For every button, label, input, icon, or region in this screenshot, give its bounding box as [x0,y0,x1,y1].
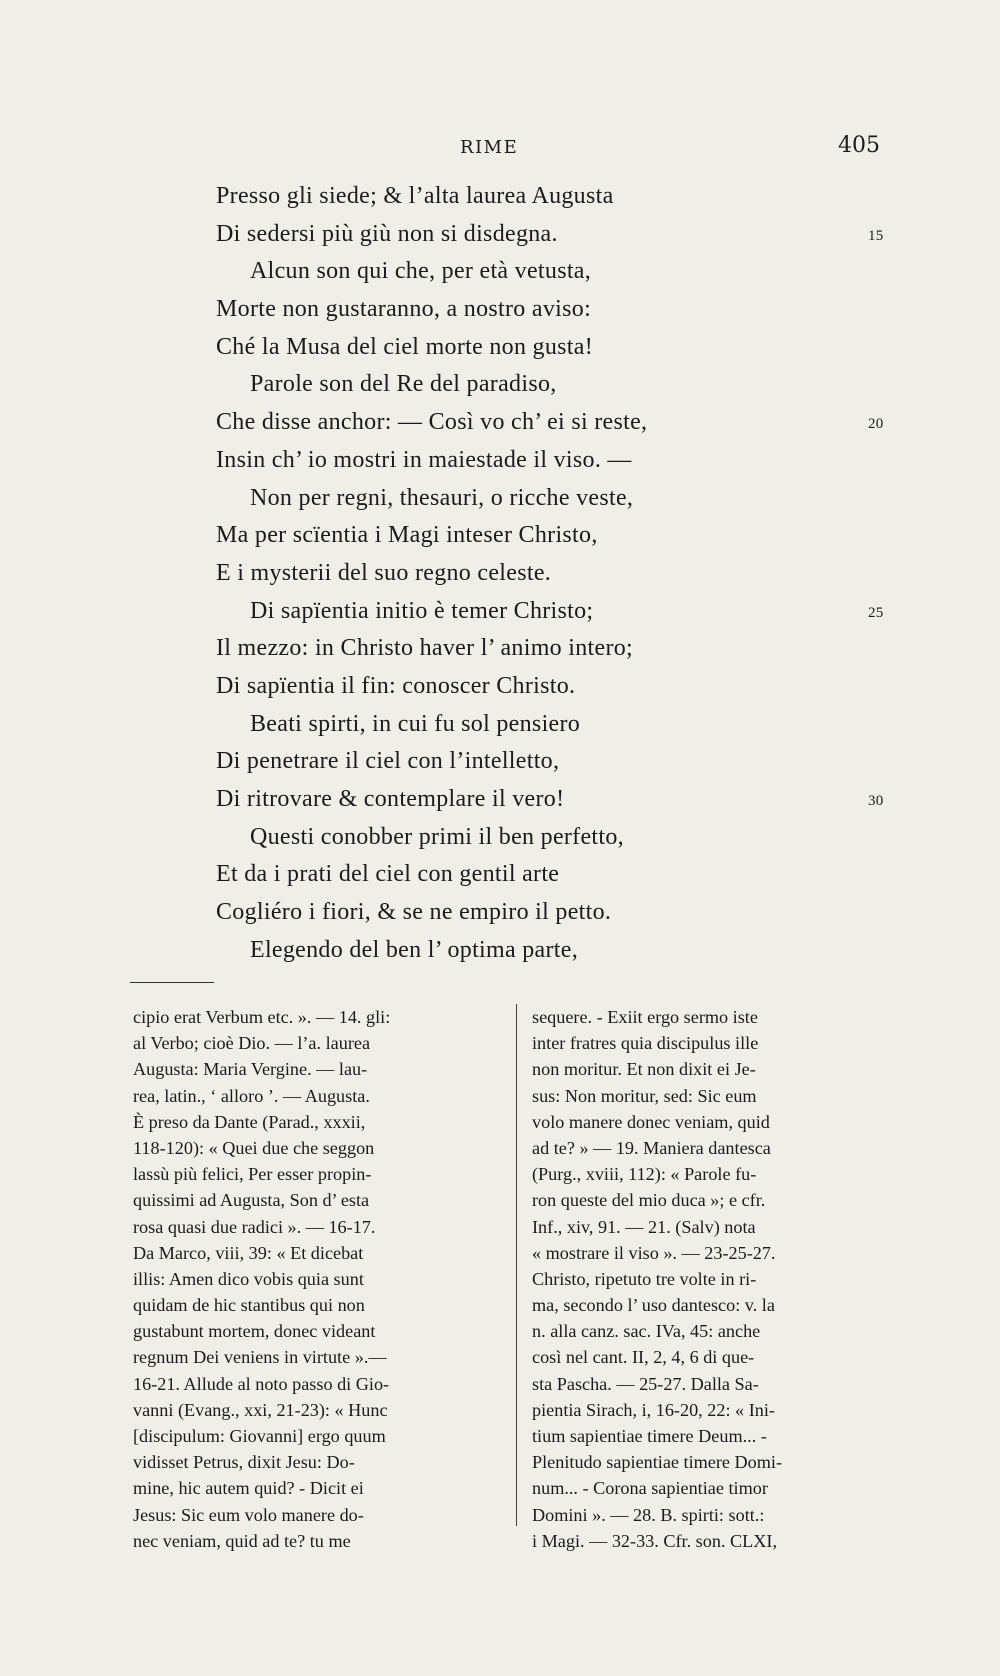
footnote-line: num... - Corona sapientiae timor [532,1478,768,1499]
footnote-line: cipio erat Verbum etc. ». — 14. gli: [133,1007,391,1027]
line-number: 15 [868,227,884,244]
verse-line [0,743,1000,781]
footnote-line: ad te? » — 19. Maniera dantesca [532,1137,771,1158]
footnote-line: È preso da Dante (Parad., xxxii, [133,1111,366,1132]
footnote-line: quissimi ad Augusta, Son d’ esta [133,1190,370,1211]
footnote-rule [130,982,214,983]
verse-line [0,404,1000,442]
verse-text: Et da i prati del ciel con gentil arte [216,861,560,888]
line-number: 30 [868,793,884,809]
footnote-line: rosa quasi due radici ». — 16-17. [133,1216,376,1237]
verse-line [0,706,1000,744]
verse-line [0,593,1000,631]
verse-line [0,932,1000,970]
verse-text: Di penetrare il ciel con l’intelletto, [216,748,560,775]
verse-line [0,442,1000,480]
footnote-line: Da Marco, viii, 39: « Et dicebat [133,1242,364,1263]
footnote-line: ma, secondo l’ uso dantesco: v. la [532,1295,775,1316]
verse-line [0,216,1000,254]
footnote-line: ron queste del mio duca »; e cfr. [532,1190,766,1211]
verse-text: Alcun son qui che, per età vetusta, [250,258,592,285]
verse-text: Elegendo del ben l’ optima parte, [250,936,579,963]
verse-text: Il mezzo: in Christo haver l’ animo intero; [216,635,634,662]
verse-text: Presso gli siede; & l’alta laurea Augusta [216,183,614,209]
footnote-line: Plenitudo sapientiae timere Domi- [532,1452,783,1473]
footnote-line: così nel cant. II, 2, 4, 6 di que- [532,1347,755,1368]
verse-text: Questi conobber primi il ben perfetto, [250,823,624,850]
verse-text: Ché la Musa del ciel morte non gusta! [216,333,594,360]
line-number: 25 [868,604,884,621]
verse-line [0,819,1000,857]
verse-line [0,178,1000,216]
verse-line [0,555,1000,593]
verse-line [0,253,1000,291]
verse-text: Non per regni, thesauri, o ricche veste, [250,484,634,511]
footnote-line: pientia Sirach, i, 16-20, 22: « Ini- [532,1399,775,1420]
footnote-line: quidam de hic stantibus qui non [133,1295,365,1316]
verse-text: Di sapïentia il fin: conoscer Christo. [216,672,576,699]
notes-column-right [532,1004,907,1554]
footnote-line: vidisset Petrus, dixit Jesu: Do- [133,1452,355,1473]
footnote-line: sta Pascha. — 25-27. Dalla Sa- [532,1373,759,1394]
verse-text: Parole son del Re del paradiso, [250,371,557,398]
running-head [0,133,1000,163]
verse-text: Di sapïentia initio è temer Christo; [250,597,594,624]
footnote-line: nec veniam, quid ad te? tu me [133,1530,351,1551]
verse-line [0,668,1000,706]
footnote-line: inter fratres quia discipulus ille [532,1033,759,1054]
verse-line [0,291,1000,329]
footnote-line: [discipulum: Giovanni] ergo quum [133,1426,386,1446]
verse-line [0,630,1000,668]
verse-line [0,856,1000,894]
verse-line [0,517,1000,555]
poem-text [0,178,1000,969]
verse-line [0,894,1000,932]
verse-text: Che disse anchor: — Così vo ch’ ei si reste, [216,409,648,436]
verse-line [0,781,1000,819]
footnote-line: non moritur. Et non dixit ei Je- [532,1059,756,1080]
running-title: RIME [460,137,519,158]
verse-line [0,366,1000,404]
footnote-line: Christo, ripetuto tre volte in ri- [532,1268,757,1289]
footnote-line: tium sapientiae timere Deum... - [532,1426,767,1446]
footnote-line: sus: Non moritur, sed: Sic eum [532,1085,757,1106]
footnote-line: (Purg., xviii, 112): « Parole fu- [532,1164,757,1185]
verse-text: Cogliéro i fiori, & se ne empiro il petto. [216,899,612,926]
footnote-line: Inf., xiv, 91. — 21. (Salv) nota [532,1216,756,1237]
footnote-line: 16-21. Allude al noto passo di Gio- [133,1373,390,1394]
footnote-line: gustabunt mortem, donec videant [133,1321,376,1342]
column-divider [516,1004,517,1526]
footnote-line: Augusta: Maria Vergine. — lau- [133,1059,368,1080]
footnote-line: 118-120): « Quei due che seggon [133,1137,375,1158]
line-number: 20 [868,416,884,433]
verse-text: Morte non gustaranno, a nostro aviso: [216,296,592,323]
verse-text: Beati spirti, in cui fu sol pensiero [250,710,581,737]
footnote-line: vanni (Evang., xxi, 21-23): « Hunc [133,1399,388,1420]
footnote-line: mine, hic autem quid? - Dicit ei [133,1478,364,1499]
footnote-line: i Magi. — 32-33. Cfr. son. CLXI, [532,1530,778,1551]
footnote-line: regnum Dei veniens in virtute ».— [133,1347,387,1368]
footnote-line: sequere. - Exiit ergo sermo iste [532,1007,758,1027]
page-number: 405 [838,133,880,158]
footnote-line: lassù più felici, Per esser propin- [133,1164,372,1185]
verse-text: Di ritrovare & contemplare il vero! [216,786,565,812]
footnote-line: rea, latin., ‘ alloro ’. — Augusta. [133,1085,370,1106]
footnote-line: al Verbo; cioè Dio. — l’a. laurea [133,1033,371,1054]
verse-text: Di sedersi più giù non si disdegna. [216,220,558,247]
verse-line [0,329,1000,367]
verse-text: E i mysterii del suo regno celeste. [216,559,552,586]
footnote-line: illis: Amen dico vobis quia sunt [133,1268,364,1289]
verse-line [0,480,1000,518]
footnote-line: n. alla canz. sac. IVa, 45: anche [532,1321,761,1342]
footnote-line: volo manere donec veniam, quid [532,1111,770,1132]
footnote-line: « mostrare il viso ». — 23-25-27. [532,1242,776,1263]
verse-text: Ma per scïentia i Magi inteser Christo, [216,522,598,549]
verse-text: Insin ch’ io mostri in maiestade il viso. — [216,446,632,473]
notes-column-left [133,1004,505,1554]
footnote-line: Jesus: Sic eum volo manere do- [133,1504,364,1525]
footnote-line: Domini ». — 28. B. spirti: sott.: [532,1504,765,1525]
